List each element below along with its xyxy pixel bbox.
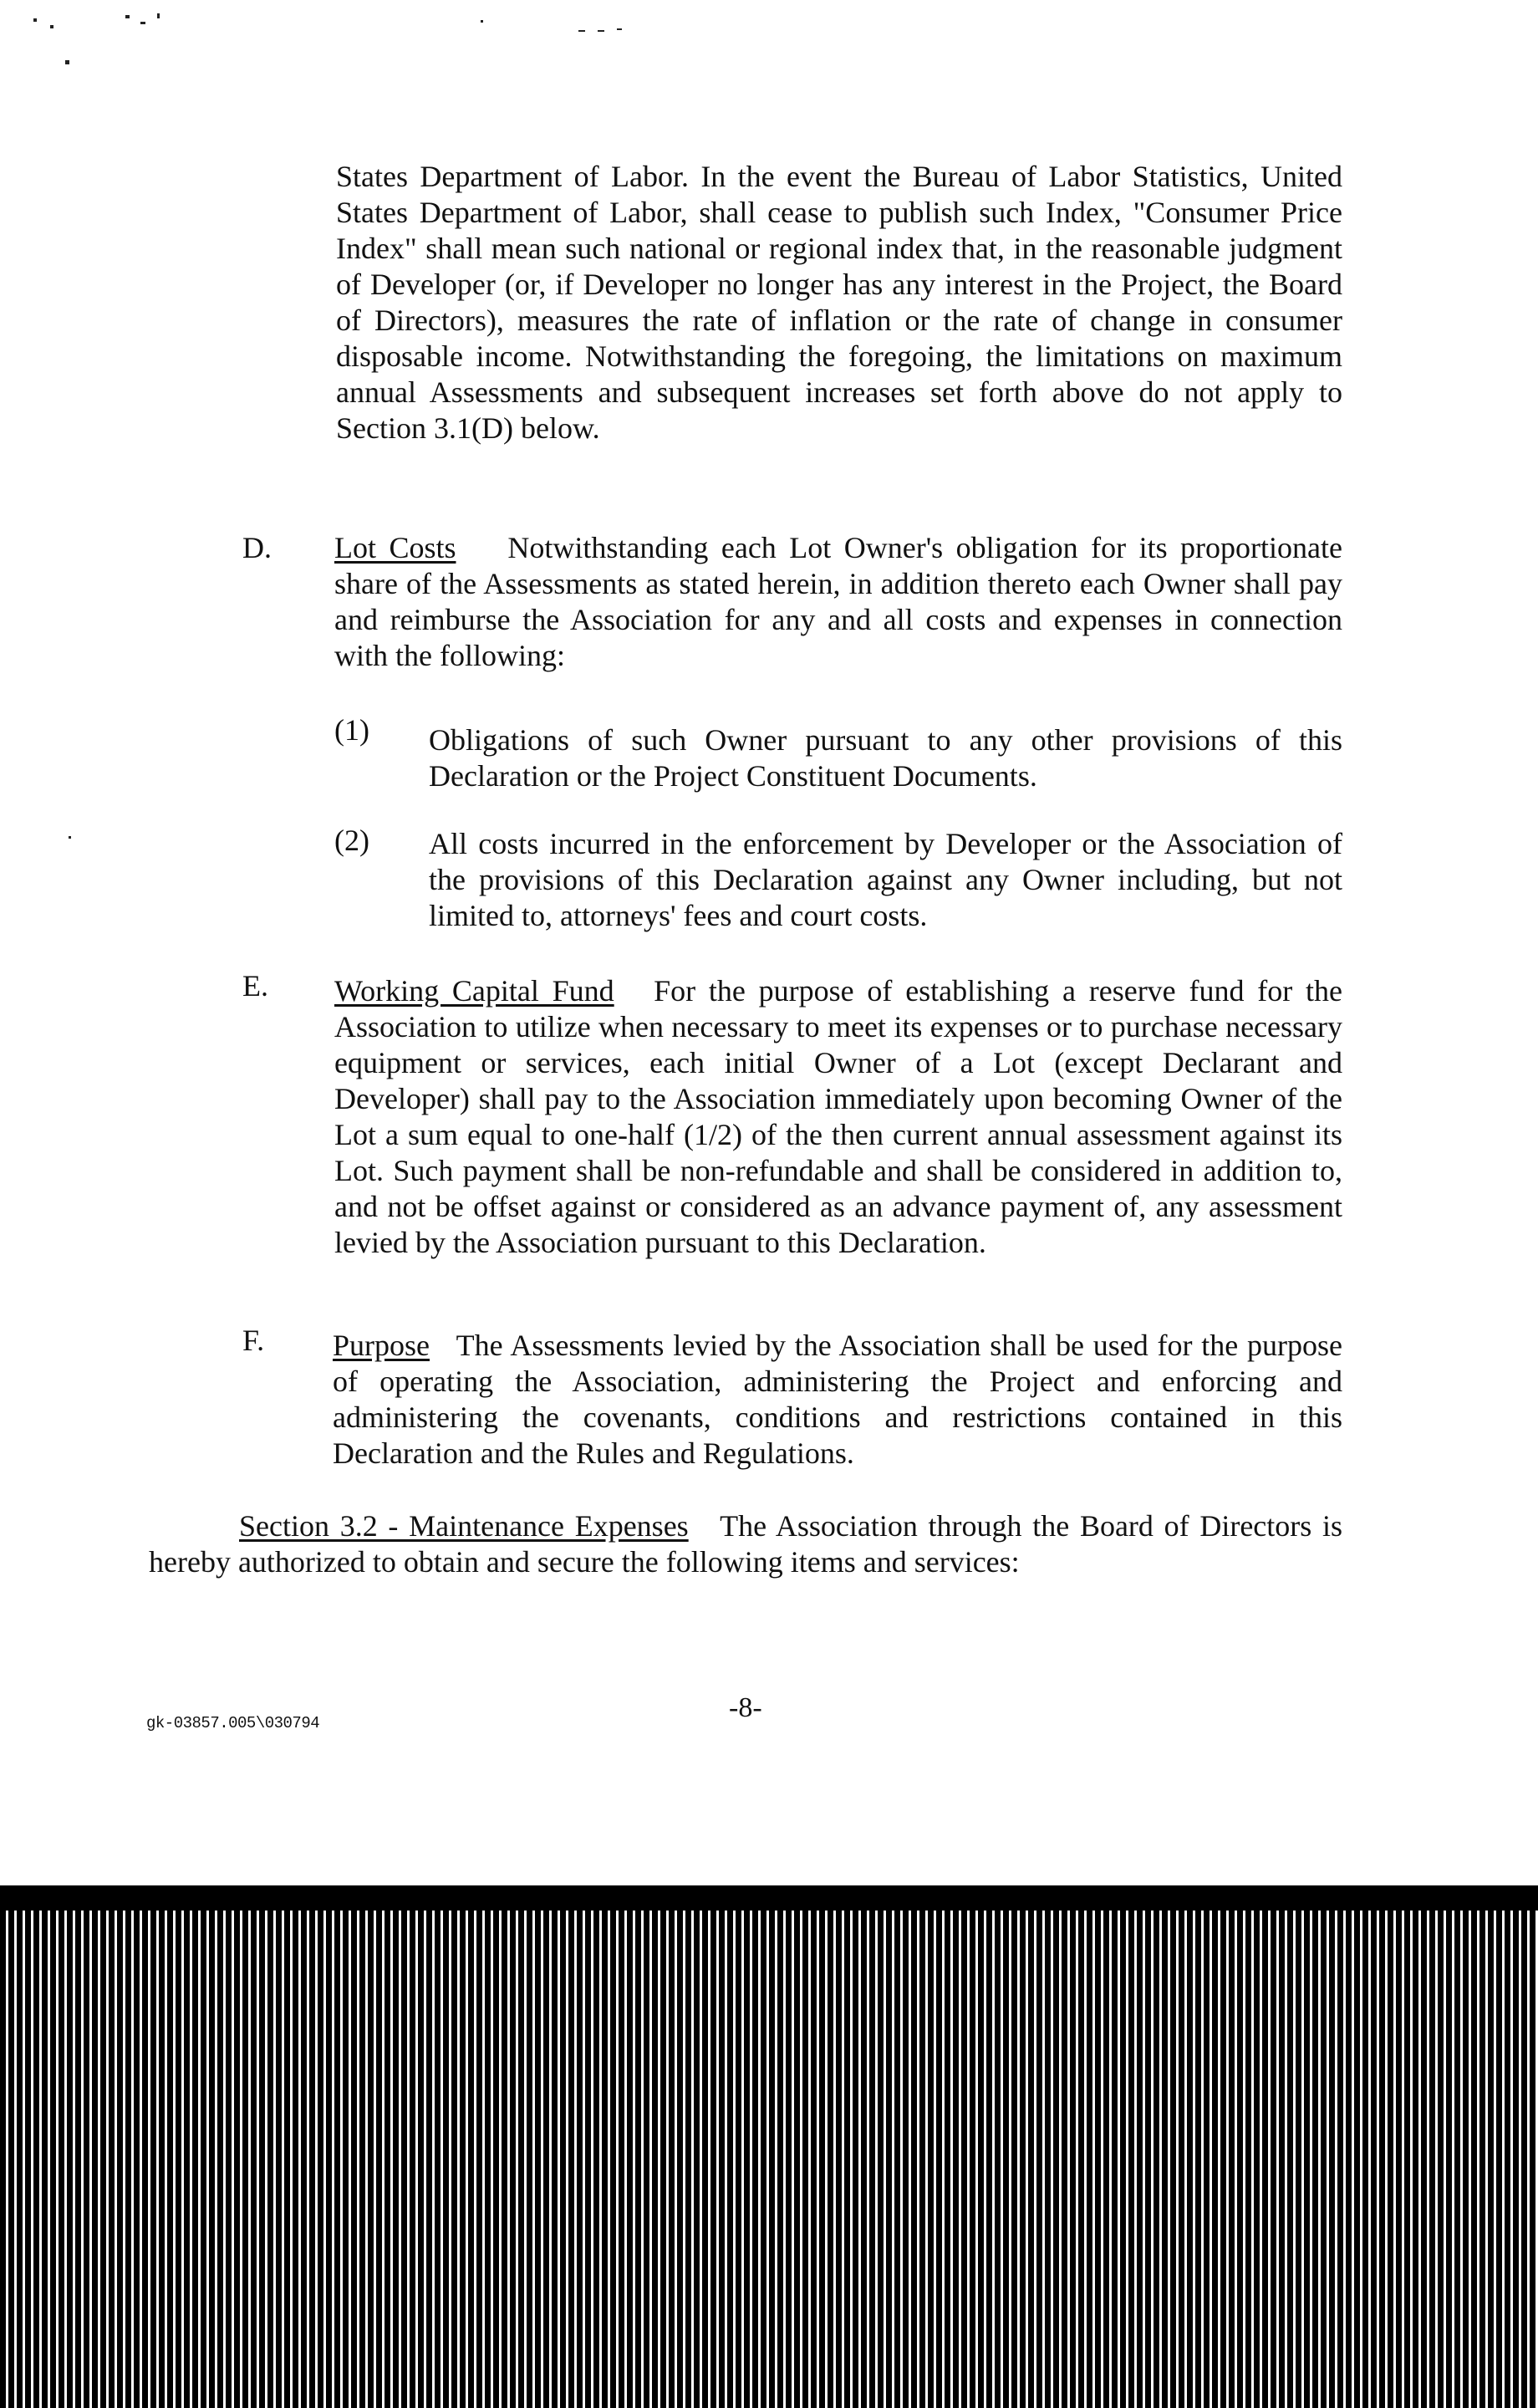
scan-speck <box>617 28 622 30</box>
page-number: -8- <box>729 1692 762 1723</box>
scan-speck <box>65 60 69 64</box>
scan-speck <box>33 18 37 22</box>
section-e-heading: Working Capital Fund <box>334 974 614 1008</box>
scan-speck <box>50 25 53 28</box>
item-1-text: Obligations of such Owner pursuant to any other provisions of this Declaration or the Project Constituent Documents. <box>429 723 1342 793</box>
scan-speck <box>157 13 160 18</box>
intro-paragraph: States Department of Labor. In the event the Bureau of Labor Statistics, United States Department of Labor, shall cease to publish such Index, "Consumer Price Index" shall mean such national or regional index that, in the reasonable judgment of Developer (or, if Developer no longer has any interest in the Project, the Board of Directors), measures the rate of inflation or the rate of change in consumer disposable income. Notwithstanding the foregoing, the limitations on maximum annual Assessments and subsequent increases set forth above do not apply to Section 3.1(D) below. <box>336 160 1342 445</box>
section-3-2-paragraph <box>149 1508 1342 1580</box>
section-d-letter: D. <box>242 531 272 564</box>
section-e-letter: E. <box>242 969 268 1002</box>
scan-speck <box>598 30 604 32</box>
section-d-paragraph <box>334 530 1342 674</box>
item-1-number: (1) <box>334 713 369 747</box>
section-3-2-heading: Section 3.2 - Maintenance Expenses <box>239 1509 689 1543</box>
scanner-stripe-band <box>0 1885 1538 2408</box>
item-2-text: All costs incurred in the enforcement by Developer or the Association of the provisions of this Declaration against any Owner including, but not limited to, attorneys' fees and court costs. <box>429 827 1342 932</box>
section-d-heading: Lot Costs <box>334 531 456 564</box>
section-f-paragraph <box>333 1328 1342 1472</box>
section-d-text: Notwithstanding each Lot Owner's obligation for its proportionate share of the Assessments as stated herein, in addition thereto each Owner shall pay and reimburse the Association for any and all costs and expenses in connection with the following: <box>334 531 1342 672</box>
scan-speck <box>140 22 145 24</box>
item-2-number: (2) <box>334 824 369 857</box>
section-3-2-text: The Association through the Board of Directors is hereby authorized to obtain and secure the following items and services: <box>149 1509 1342 1579</box>
scan-speck <box>481 20 483 23</box>
section-e-paragraph <box>334 973 1342 1261</box>
scan-speck <box>578 30 585 32</box>
scan-speck <box>69 836 71 839</box>
scanner-band-edge <box>0 1885 1538 1911</box>
section-f-heading: Purpose <box>333 1329 430 1362</box>
file-code: gk-03857.005\030794 <box>146 1714 320 1732</box>
scan-speck <box>125 15 130 18</box>
section-f-text: The Assessments levied by the Association shall be used for the purpose of operating the Association, administering the Project and enforcing and administering the covenants, conditions and restrictions contained in this Declaration and the Rules and Regulations. <box>333 1329 1342 1470</box>
section-e-text: For the purpose of establishing a reserve fund for the Association to utilize when necessary to meet its expenses or to purchase necessary equipment or services, each initial Owner of a Lot (except Declarant and Developer) shall pay to the Association immediately upon becoming Owner of the Lot a sum equal to one-half (1/2) of the then current annual assessment against its Lot. Such payment shall be non-refundable and shall be considered in addition to, and not be offset against or considered as an advance payment of, any assessment levied by the Association pursuant to this Declaration. <box>334 974 1342 1259</box>
section-f-letter: F. <box>242 1324 265 1357</box>
